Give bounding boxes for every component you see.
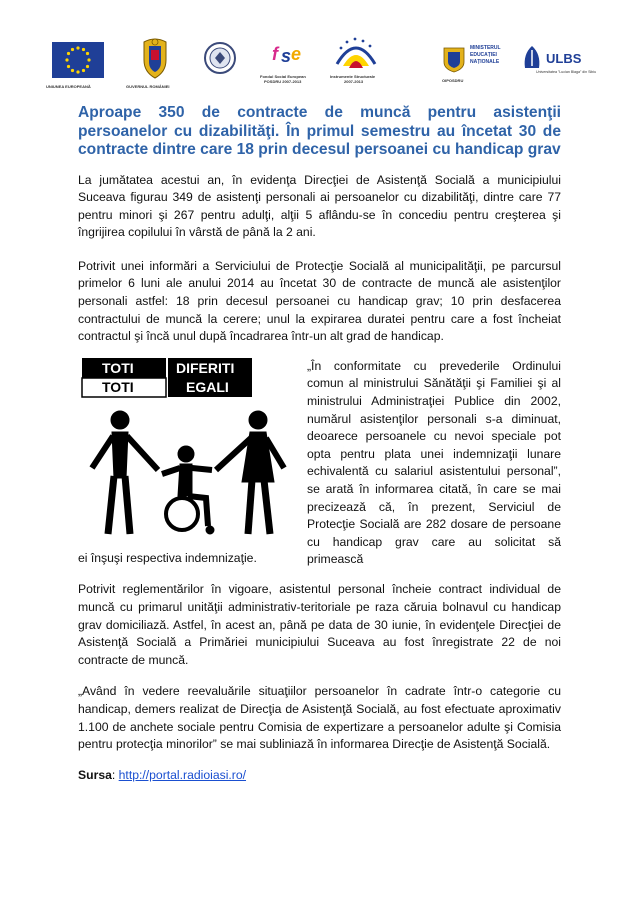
paragraph-3-side: „În conformitate cu prevederile Ordinului comun al ministrului Sănătăţii şi Familiei şi al ministrului Administraţiei Publice din 2002, numărul asistenţilor personali s-a diminuat, deoarece persoanele cu nevoi speciale pot opta pentru plata unei indemnizaţii lunare echivalentă cu salariul asistentului personal”, se arată în informarea citată, în care se mai precizează că, în prezent, Serviciul de Protecţie Socială are 282 dosare de persoane cu handicap grav care au solicitat să primească	[307, 358, 561, 567]
ministry-education-logo	[441, 44, 467, 79]
source-line: Sursa: http://portal.radioiasi.ro/	[78, 767, 247, 782]
person-right-icon	[216, 411, 284, 534]
svg-text:f: f	[272, 44, 278, 64]
is-caption-1: Instrumente Structurale	[330, 74, 376, 79]
word-toti-1: TOTI	[102, 359, 134, 376]
romania-coat-of-arms-icon	[138, 36, 172, 85]
svg-text:s: s	[281, 46, 292, 66]
person-left-icon	[92, 411, 158, 534]
fse-caption-1: Fondul Social European	[260, 74, 306, 79]
equality-illustration	[78, 358, 298, 545]
paragraph-4: Potrivit reglementărilor în vigoare, asistentul personal încheie contract individual de muncă cu primarul unităţii administrativ-teritoriale pe raza căruia bolnavul cu handicap grav domiciliază. Astfel, în acest an, până pe data de 30 iunie, în evidenţele Direcţiei de Asistenţă Socială a Primăriei municipiului Suceava au fost înregistrate 22 de noi contracte de muncă.	[78, 582, 561, 667]
oiposdru-caption: OIPOSDRU	[442, 78, 464, 83]
wheelchair-user-icon	[162, 446, 214, 534]
eu-logo	[52, 42, 104, 83]
logo-banner	[28, 32, 613, 96]
fse-logo	[268, 38, 308, 75]
source-label: Sursa	[78, 767, 112, 782]
word-egali: EGALI	[186, 378, 229, 395]
paragraph-3-continuation: ei înşuşi respectiva indemnizaţie.	[78, 550, 257, 565]
ulbs-subtitle: Universitatea "Lucian Blaga" din Sibiu	[536, 70, 597, 74]
paragraph-1: La jumătatea acestui an, în evidenţa Direcţiei de Asistenţă Socială a municipiului Suceava figurau 349 de asistenţi personali ai persoanelor cu dizabilităţi, dintre care 77 pentru minori şi 267 pentru adulţi, alţii 5 aflându-se în concediu pentru creşterea şi îngrijirea copilului în vârstă de până la 2 ani.	[78, 172, 561, 240]
ministry-seal-icon	[203, 40, 237, 83]
ulbs-text: ULBS	[546, 51, 582, 66]
gov-caption: GUVERNUL ROMÂNIEI	[126, 84, 170, 89]
source-link[interactable]: http://portal.radioiasi.ro/	[118, 767, 247, 782]
paragraph-5: „Având în vedere reevaluările situaţiilor persoanelor în cadrate într-o categorie cu handicap, demers realizat de Direcţia de Asistenţă Socială, au fost efectuate aproximativ 1.100 de anchete sociale pentru Comisia de expertizare a persoanelor adulte şi Comisia pentru protecţia minorilor” se mai subliniază în informarea Direcţie de Asistenţă Socială.	[78, 684, 561, 752]
word-diferiti: DIFERITI	[176, 359, 235, 376]
article	[78, 104, 561, 782]
fse-caption-2: POSDRU 2007-2013	[264, 79, 302, 84]
eu-caption: UNIUNEA EUROPEANĂ	[46, 84, 91, 89]
ministry-line1: MINISTERUL	[470, 45, 501, 51]
is-caption-2: 2007-2013	[344, 79, 364, 84]
paragraph-2: Potrivit unei informări a Serviciului de Protecţie Socială al municipalităţii, pe parcursul primelor 6 luni ale anului 2014 au încetat 30 de contracte de muncă ale asistenţilor personali astfel: 18 prin decesul persoanei cu handicap grav; 10 prin desfacerea contractului de muncă la cerere; unul la expirarea duratei pentru care a fost încheiat contractul şi încă unul după încadrarea într-un alt grad de handicap.	[78, 258, 561, 344]
structural-instruments-logo	[333, 36, 379, 77]
svg-text:e: e	[291, 44, 302, 64]
article-title: Aproape 350 de contracte de muncă pentru asistenţii persoanelor cu dizabilităţi. În primul semestru au încetat 30 de contracte dintre care 18 prin decesul persoanei cu handicap grav	[78, 104, 561, 158]
ministry-line2: EDUCAȚIEI	[470, 52, 497, 58]
word-toti-2: TOTI	[102, 378, 134, 395]
ministry-line3: NAȚIONALE	[470, 59, 500, 65]
